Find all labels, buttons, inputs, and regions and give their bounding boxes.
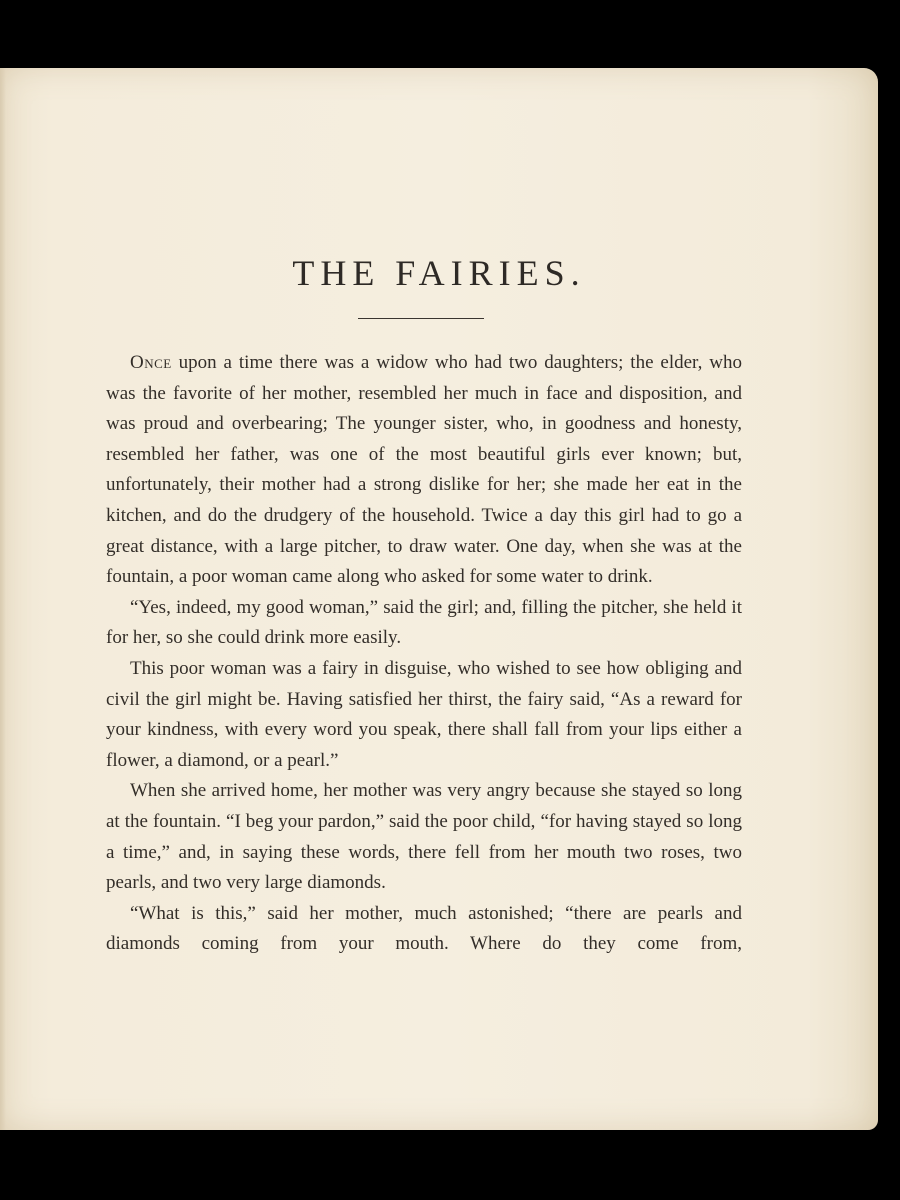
paragraph-2: “Yes, indeed, my good woman,” said the girl; and, filling the pitcher, she held it for her, so she could drink more easily. [106,596,742,649]
paragraph-1 [106,348,742,593]
paragraph-3: This poor woman was a fairy in disguise, who wished to see how obliging and civil the girl might be. Having satisfied her thirst, the fairy said, “As a reward for your kindness, with every word you speak, there shall fall from your lips either a flower, a diamond, or a pearl.” [106,657,742,771]
drop-lead-word: Once [130,352,172,373]
paragraph-5: “What is this,” said her mother, much astonished; “there are pearls and diamonds coming from your mouth. Where do they come from, [106,902,742,955]
chapter-title: THE FAIRIES. [292,253,586,293]
page-gutter-shadow [0,68,6,1130]
story-text [106,348,742,960]
paragraph-1-text: upon a time there was a widow who had two daughters; the elder, who was the favorite of her mother, resembled her much in face and disposition, and was proud and overbearing; The younger sister, who, in goodness and honesty, resembled her father, was one of the most beautiful girls ever known; but, unfortunately, their mother had a strong dislike for her; she made her eat in the kitchen, and do the drudgery of the household. Twice a day this girl had to go a great distance, with a large pitcher, to draw water. One day, when she was at the fountain, a poor woman came along who asked for some water to drink. [106,352,742,588]
paragraph-4: When she arrived home, her mother was very angry because she stayed so long at the fountain. “I beg your pardon,” said the poor child, “for having stayed so long a time,” and, in saying these words, there fell from her mouth two roses, two pearls, and two very large diamonds. [106,780,742,894]
title-rule [358,318,484,319]
